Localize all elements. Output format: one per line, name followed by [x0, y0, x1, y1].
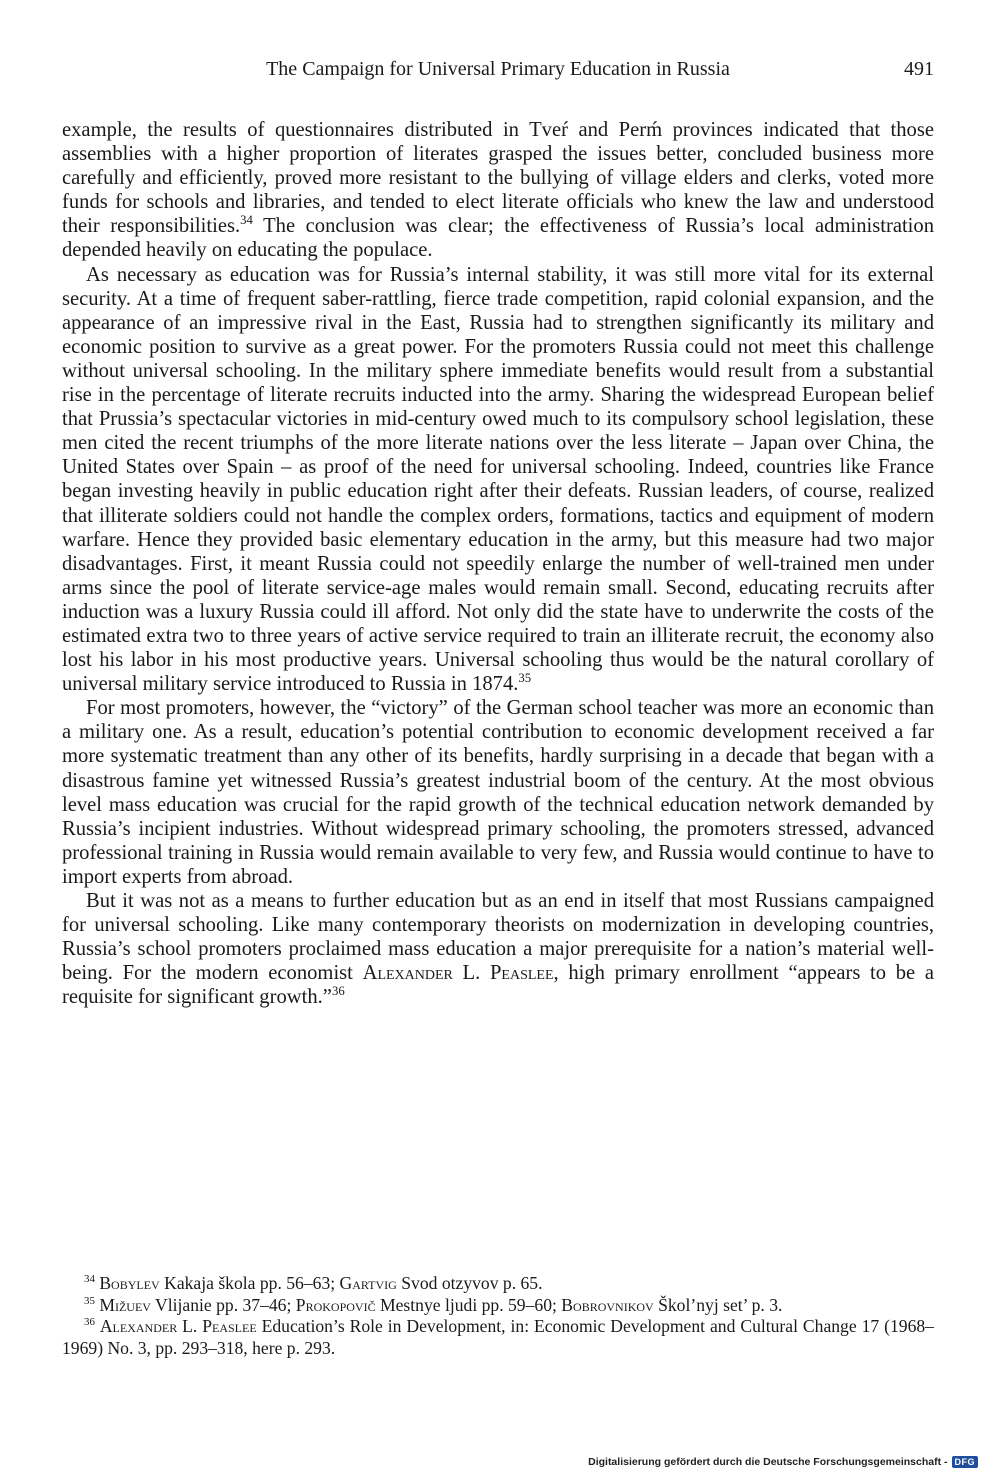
digitization-credit [588, 1456, 978, 1468]
footnote-number: 36 [84, 1316, 95, 1329]
paragraph: As necessary as education was for Russia’s internal stability, it was still more vital for its external security. At a time of frequent saber-rattling, fierce trade competition, rapid colonial expansion, and the appearance of an impressive rival in the East, Russia had to strengthen significantly its military and economic position to survive as a great power. For the promoters Russia could not meet this challenge without universal schooling. In the military sphere immediate benefits would result from a substantial rise in the percentage of literate recruits inducted into the army. Sharing the widespread European belief that Prussia’s spectacular victories in mid-century owed much to its compulsory school legislation, these men cited the recent triumphs of the more literate nations over the less literate – Japan over China, the United States over Spain – as proof of the need for universal schooling. Indeed, countries like France began investing heavily in public education right after their defeats. Russian leaders, of course, realized that illiterate soldiers could not handle the complex orders, formations, tactics and equipment of modern warfare. Hence they provided basic elementary education in the army, but this measure had two major disadvantages. First, it meant Russia could not speedily enlarge the number of well-trained men under arms since the pool of literate service-age males would remain small. Second, educating recruits after induction was a luxury Russia could ill afford. Not only did the state have to underwrite the costs of the estimated extra two to three years of active service required to train an illiterate recruit, the economy also lost his labor in his most productive years. Universal schooling thus would be the natural corollary of universal military service introduced to Russia in 1874.35 [62, 263, 934, 696]
body-text [62, 118, 934, 1009]
footnote-ref[interactable]: 36 [331, 984, 345, 999]
running-head-title: The Campaign for Universal Primary Education in Russia [266, 58, 730, 80]
dfg-logo-icon: DFG [952, 1456, 979, 1468]
author-name: Alexander L. Peaslee [362, 962, 554, 985]
paragraph: example, the results of questionnaires distributed in Tveŕ and Perḿ provinces indicated that those assemblies with a higher proportion of literates grasped the issues better, concluded business more carefully and efficiently, proved more resistant to the bullying of village elders and clerks, voted more funds for schools and libraries, and tended to elect literate officials who knew the law and understood their responsibilities.$^{34}$ The conclusion was clear; the effectiveness of Russia’s local administration depended heavily on educating the populace. [62, 119, 935, 262]
paragraph: But it was not as a means to further education but as an end in itself that most Russians campaigned for universal schooling. Like many contemporary theorists on modernization in developing countries, Russia’s school promoters proclaimed mass education a major prerequisite for a nation’s material well-being. For the modern economist Alexander L. Peaslee, high primary enrollment “appears to be a requisite for significant growth.”$^{36}$ [62, 890, 934, 1009]
paragraph: For most promoters, however, the “victory” of the German school teacher was more an economic than a military one. As a result, education’s potential contribution to economic development received a far more systematic treatment than any other of its benefits, hardly surprising in a decade that began with a disastrous famine yet witnessed Russia’s greatest industrial boom of the century. At the most obvious level mass education was crucial for the rapid growth of the technical education network demanded by Russia’s incipient industries. Without widespread primary schooling, the promoters stressed, advanced professional training in Russia would remain available to very few, and Russia would continue to have to import experts from abroad. [62, 697, 934, 888]
running-head [62, 58, 934, 88]
footnote-number: 34 [84, 1273, 95, 1286]
page-number: 491 [904, 58, 934, 80]
footnote-ref[interactable]: 34 [240, 213, 253, 228]
footnotes [62, 1273, 934, 1359]
credit-text: Digitalisierung gefördert durch die Deutsche Forschungsgemeinschaft - [588, 1456, 948, 1468]
footnote-ref[interactable]: 35 [518, 671, 532, 686]
footnote: $^{36}$ Alexander L. Peaslee Education’s Role in Development, in: Economic Development and Cultural Change 17 (1968–1969) No. 3, pp. 293–318, here p. 293. [62, 1316, 934, 1358]
footnote-number: 35 [84, 1294, 95, 1307]
footnote: $^{35}$ Mižuev Vlijanie pp. 37–46; Prokopovič Mestnye ljudi pp. 59–60; Bobrovnikov Škol’nyj set’ p. 3. [84, 1294, 783, 1315]
footnote: $^{34}$ Bobylev Kakaja škola pp. 56–63; Gartvig Svod otzyvov p. 65. [84, 1273, 543, 1293]
